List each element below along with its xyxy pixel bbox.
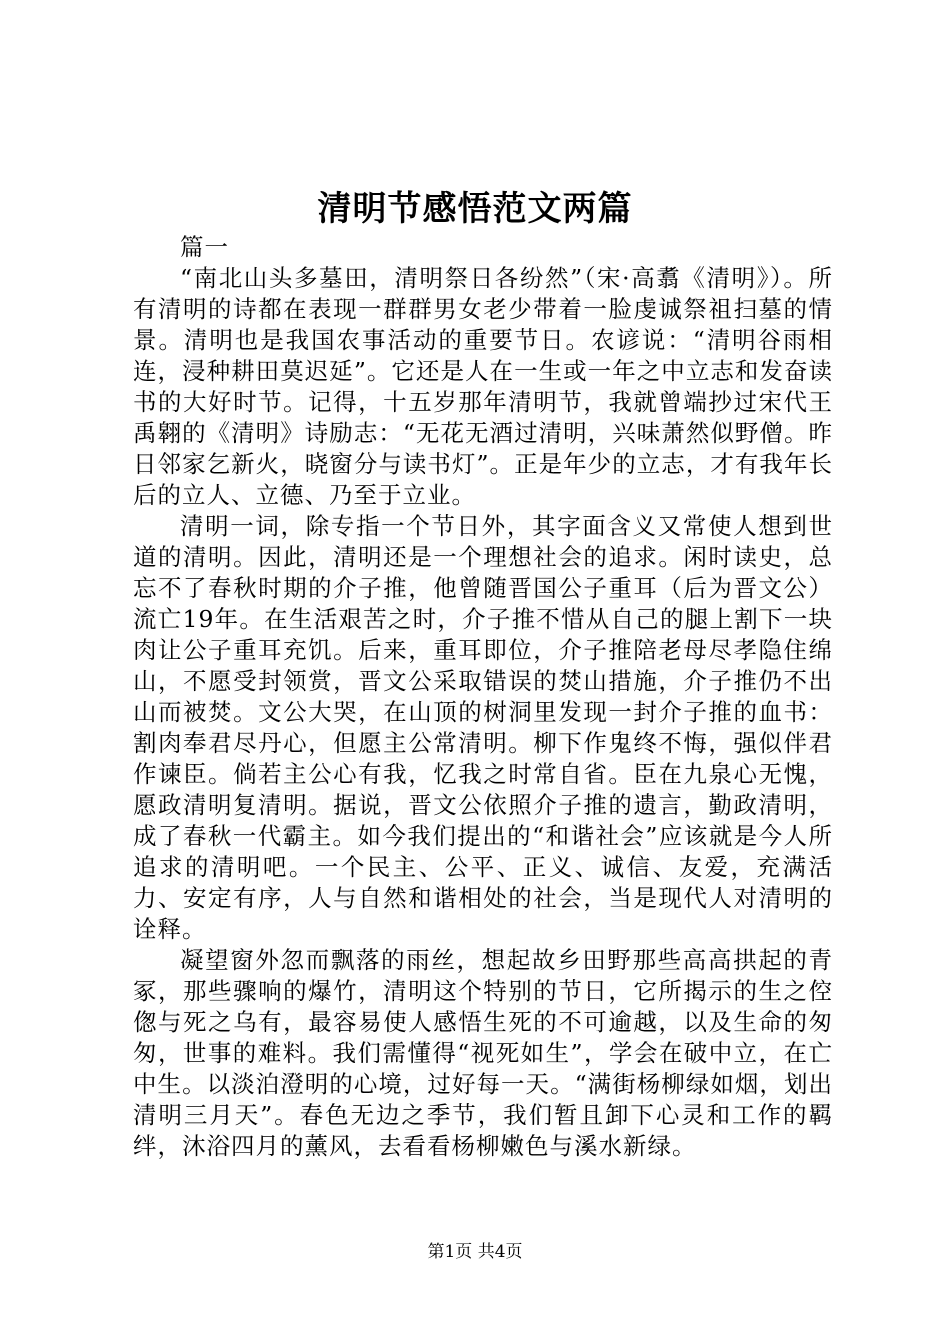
paragraph-1: “南北山头多墓田，清明祭日各纷然”（宋·高翥《清明》）。所有清明的诗都在表现一群群男女老少带着一脸虔诚祭祖扫墓的情景。清明也是我国农事活动的重要节日。农谚说：“清明谷雨相连，浸种耕田莫迟延”。它还是人在一生或一年之中立志和发奋读书的大好时节。记得，十五岁那年清明节，我就曾端抄过宋代王禹翱的《清明》诗励志：“无花无酒过清明，兴味萧然似野僧。昨日邻家乞新火，晓窗分与读书灯”。正是年少的立志，才有我年长后的立人、立德、乃至于立业。 [133,264,833,509]
document-title: 清明节感悟范文两篇 [317,189,633,229]
paragraph-2: 清明一词，除专指一个节日外，其字面含义又常使人想到世道的清明。因此，清明还是一个理想社会的追求。闲时读史，总忘不了春秋时期的介子推，他曾随晋国公子重耳（后为晋文公）流亡19年。在生活艰苦之时，介子推不惜从自己的腿上割下一块肉让公子重耳充饥。后来，重耳即位，介子推陪老母尽孝隐住绵山，不愿受封领赏，晋文公采取错误的焚山措施，介子推仍不出山而被焚。文公大哭，在山顶的树洞里发现一封介子推的血书：割肉奉君尽丹心，但愿主公常清明。柳下作鬼终不悔，强似伴君作谏臣。倘若主公心有我，忆我之时常自省。臣在九泉心无愧，愿政清明复清明。据说，晋文公依照介子推的遗言，勤政清明，成了春秋一代霸主。如今我们提出的“和谐社会”应该就是今人所追求的清明吧。一个民主、公平、正义、诚信、友爱，充满活力、安定有序，人与自然和谐相处的社会，当是现代人对清明的诠释。 [133,512,833,943]
paragraph-3: 凝望窗外忽而飘落的雨丝，想起故乡田野那些高高拱起的青冢，那些骤响的爆竹，清明这个特别的节日，它所揭示的生之倥偬与死之乌有，最容易使人感悟生死的不可逾越，以及生命的匆匆，世事的难料。我们需懂得“视死如生”，学会在破中立，在亡中生。以淡泊澄明的心境，过好每一天。“满街杨柳绿如烟，划出清明三月天”。春色无边之季节，我们暂且卸下心灵和工作的羁绊，沐浴四月的薰风，去看看杨柳嫩色与溪水新绿。 [133,946,833,1160]
section-label: 篇一 [180,233,229,261]
page-footer: 第1页 共4页 [427,1242,523,1262]
document-body [133,232,833,1162]
